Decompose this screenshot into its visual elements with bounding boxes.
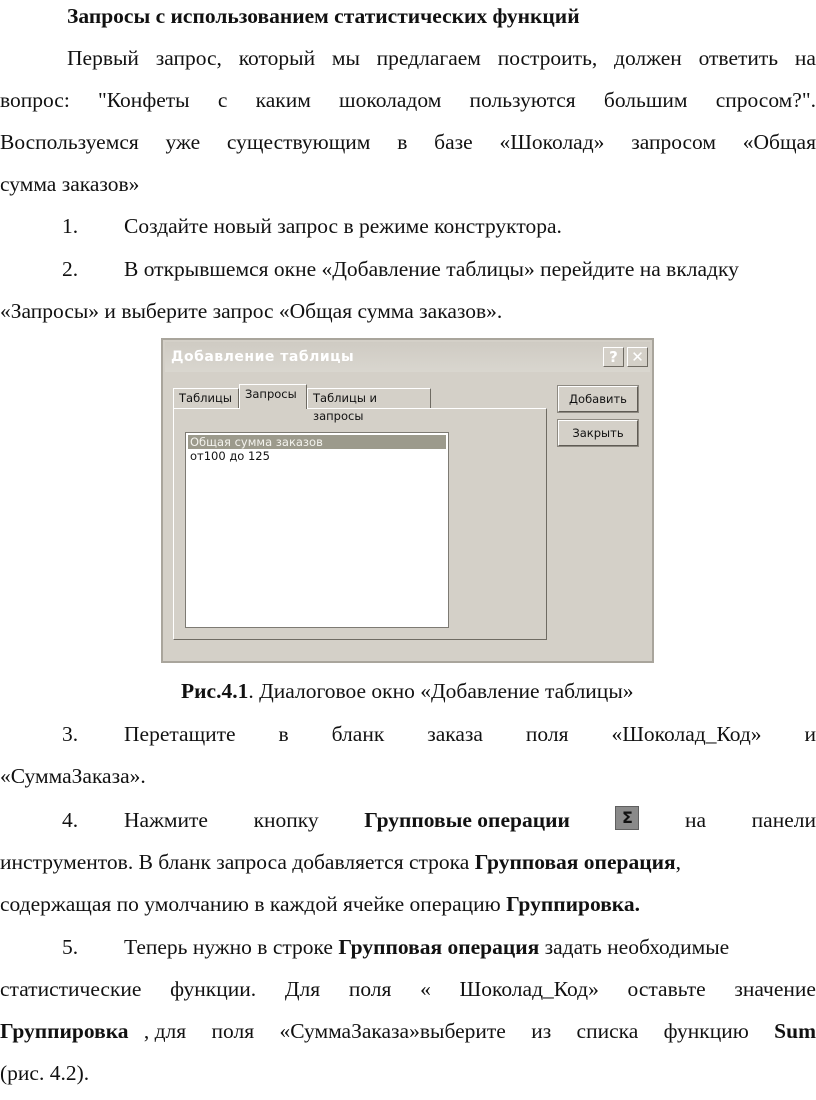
grouping-term: Группировка: [0, 1019, 129, 1043]
word: с: [217, 88, 228, 112]
step-5-line-3: [0, 1017, 816, 1045]
step-3-text: [124, 720, 816, 748]
step-5-text: [124, 933, 816, 961]
caption-text: . Диалоговое окно «Добавление таблицы»: [248, 679, 634, 703]
word: который: [238, 46, 316, 70]
step-5-word: функцию: [663, 1019, 749, 1043]
step-4-word: панели: [751, 808, 816, 832]
close-button[interactable]: Закрыть: [558, 420, 638, 446]
step-4-word: кнопку: [253, 808, 319, 832]
word: пользуются: [469, 88, 576, 112]
step-3-continuation: «СуммаЗаказа».: [0, 764, 146, 788]
step-4-text-part: содержащая по умолчанию в каждой ячейке операцию: [0, 892, 507, 916]
step-2-continuation: «Запросы» и выберите запрос «Общая сумма заказов».: [0, 299, 503, 323]
step-5-text-part: Теперь нужно в строке: [124, 935, 339, 959]
tab-tables[interactable]: Таблицы: [173, 388, 239, 408]
heading-text: Запросы с использованием статистических функций: [67, 4, 580, 28]
step-1-text: Создайте новый запрос в режиме конструктора.: [124, 214, 562, 238]
step-5-number: 5.: [62, 935, 79, 959]
word: заказа: [427, 722, 483, 746]
step-4-text: [124, 806, 816, 834]
intro-line-1: [67, 44, 816, 72]
word: "Конфеты: [98, 88, 190, 112]
dialog-titlebar: [165, 342, 650, 372]
word: должен: [614, 46, 682, 70]
step-5-word: «СуммаЗаказа»выберите: [279, 1019, 506, 1043]
step-1-number: 1.: [62, 214, 79, 238]
word: большим: [603, 88, 688, 112]
word: построить,: [497, 46, 598, 70]
word: вопрос:: [0, 88, 70, 112]
intro-line-4: сумма заказов»: [0, 172, 140, 196]
step-2-text: В открывшемся окне «Добавление таблицы» перейдите на вкладку: [124, 257, 739, 281]
word: и: [804, 722, 816, 746]
word: в: [278, 722, 289, 746]
word: «Шоколад»: [499, 130, 605, 154]
figure-caption: [181, 677, 801, 705]
help-icon[interactable]: ?: [603, 347, 624, 367]
word: функции.: [170, 977, 257, 1001]
step-5-line-4: (рис. 4.2).: [0, 1061, 90, 1085]
word: существующим: [226, 130, 371, 154]
grouping-term: Группировка.: [506, 892, 640, 916]
word: базе: [434, 130, 473, 154]
word: Перетащите: [124, 722, 236, 746]
word: шоколадом: [339, 88, 442, 112]
step-3-number: 3.: [62, 722, 79, 746]
word: Воспользуемся: [0, 130, 139, 154]
step-4-text-part: ,: [675, 850, 681, 874]
word: запросом: [631, 130, 716, 154]
step-4-line-2: [0, 848, 816, 876]
step-4-number: 4.: [62, 808, 79, 832]
word: уже: [165, 130, 201, 154]
word: Первый: [67, 46, 139, 70]
word: запрос,: [155, 46, 222, 70]
word: на: [794, 46, 816, 70]
word: «Общая: [742, 130, 816, 154]
word: Для: [284, 977, 321, 1001]
word: Шоколад_Код»: [459, 977, 599, 1001]
word: «: [420, 977, 431, 1001]
sigma-icon: Σ: [615, 806, 639, 830]
word: оставьте: [627, 977, 706, 1001]
word: каким: [255, 88, 311, 112]
word: бланк: [331, 722, 385, 746]
step-5-line-2: [0, 975, 816, 1003]
tab-tables-and-queries[interactable]: Таблицы и запросы: [307, 388, 431, 408]
dialog-title: Добавление таблицы: [171, 349, 355, 365]
word: статистические: [0, 977, 142, 1001]
step-4-word: на: [685, 808, 707, 832]
word: поля: [348, 977, 392, 1001]
step-5-text-part: задать необходимые: [539, 935, 730, 959]
word: в: [397, 130, 408, 154]
group-operations-term: Групповые операции: [364, 808, 570, 832]
step-5-word: , для: [143, 1019, 187, 1043]
step-5-word: поля: [211, 1019, 255, 1043]
word: спросом?".: [715, 88, 816, 112]
step-5-word: из: [531, 1019, 552, 1043]
list-item[interactable]: Общая сумма заказов: [188, 435, 446, 449]
intro-line-3: [0, 128, 816, 156]
group-operation-term: Групповая операция: [338, 935, 540, 959]
step-4-text-part: инструментов. В бланк запроса добавляется строка: [0, 850, 475, 874]
list-item[interactable]: от100 до 125: [190, 449, 270, 463]
step-5-word: списка: [576, 1019, 639, 1043]
sum-function-term: Sum: [774, 1019, 816, 1043]
word: «Шоколад_Код»: [611, 722, 762, 746]
tab-queries[interactable]: Запросы: [239, 384, 307, 409]
page-title: [67, 2, 767, 30]
word: ответить: [698, 46, 779, 70]
word: мы: [331, 46, 360, 70]
add-table-dialog: [161, 338, 654, 663]
query-list[interactable]: [185, 432, 449, 628]
word: значение: [734, 977, 816, 1001]
intro-line-2: [0, 86, 816, 114]
caption-label: Рис.4.1: [181, 679, 249, 703]
close-icon[interactable]: ✕: [627, 347, 648, 367]
word: поля: [525, 722, 569, 746]
group-operation-term: Групповая операция: [474, 850, 676, 874]
word: предлагаем: [376, 46, 481, 70]
step-2-number: 2.: [62, 257, 79, 281]
step-4-word: Нажмите: [124, 808, 208, 832]
step-4-line-3: [0, 890, 816, 918]
add-button[interactable]: Добавить: [558, 386, 638, 412]
